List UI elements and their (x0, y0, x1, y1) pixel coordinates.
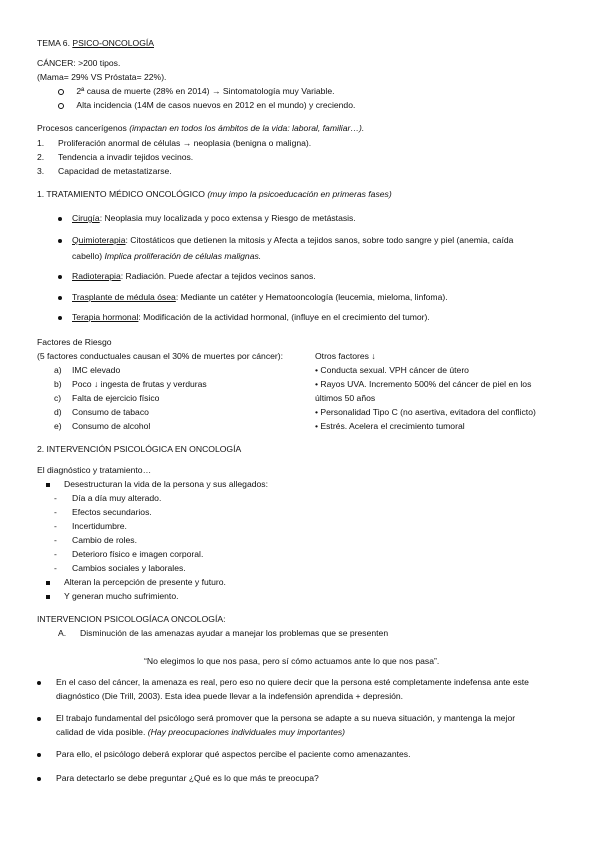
dash-icon: - (54, 535, 57, 545)
tratamiento-term: Cirugía (72, 213, 100, 223)
cancer-sub-item (58, 86, 335, 97)
bullet-icon (37, 681, 41, 685)
dash-text: Cambio de roles. (72, 535, 137, 545)
otros-item: • Estrés. Acelera el crecimiento tumoral (315, 421, 465, 431)
dash-icon: - (54, 493, 57, 503)
tratamiento-text: : Citostáticos que detienen la mitosis y Afecta a tejidos sanos, sobre todo sangre y piel (anemia, caída (125, 235, 514, 245)
tratamiento-text: cabello) (72, 251, 105, 261)
bullet-icon (58, 296, 62, 300)
dash-text: Cambios sociales y laborales. (72, 563, 186, 573)
otros-item-cont: últimos 50 años (315, 393, 376, 403)
intervencion-bullet (46, 479, 268, 490)
list-letter: e) (54, 421, 62, 431)
list-letter: A. (58, 628, 67, 638)
title-prefix: TEMA 6. (37, 38, 73, 48)
dash-item (54, 549, 203, 560)
paragraph-note: (Hay preocupaciones individuales muy importantes) (147, 727, 346, 737)
list-text: Capacidad de metastatizarse. (58, 166, 172, 176)
dash-icon: - (54, 507, 57, 517)
paragraph (37, 749, 410, 760)
dash-item (54, 563, 186, 574)
procesos-heading (37, 123, 364, 134)
tratamiento-item (58, 312, 430, 323)
dash-item (54, 507, 152, 518)
list-text: Proliferación anormal de células → neoplasia (benigna o maligna). (58, 138, 312, 148)
tratamiento-term: Trasplante de médula ósea (72, 292, 176, 302)
square-bullet-icon (46, 595, 50, 599)
tratamiento-term: Quimioterapia (72, 235, 126, 245)
tratamiento-item (58, 271, 316, 282)
bullet-icon (58, 217, 62, 221)
page-title (37, 38, 154, 49)
procesos-item (37, 152, 193, 163)
square-bullet-icon (46, 483, 50, 487)
tratamiento-heading (37, 189, 392, 200)
tratamiento-item (58, 235, 513, 246)
dash-text: Incertidumbre. (72, 521, 127, 531)
tratamiento-text: : Modificación de la actividad hormonal, (influye en el crecimiento del tumor). (138, 312, 430, 322)
list-number: 3. (37, 166, 45, 176)
list-number: 2. (37, 152, 45, 162)
factores-item (54, 379, 207, 390)
quote: “No elegimos lo que nos pasa, pero sí cómo actuamos ante lo que nos pasa”. (144, 656, 440, 666)
dash-text: Efectos secundarios. (72, 507, 152, 517)
bullet-text: Y generan mucho sufrimiento. (64, 591, 179, 601)
intervencion2-item-a (58, 628, 388, 639)
tratamiento-item (58, 292, 448, 303)
tratamiento-item (58, 213, 356, 224)
list-letter: c) (54, 393, 62, 403)
paragraph-text: calidad de vida posible. (56, 727, 148, 737)
bullet-text: Alteran la percepción de presente y futuro. (64, 577, 226, 587)
dash-item (54, 493, 161, 504)
bullet-icon (37, 753, 41, 757)
list-text: Consumo de alcohol (72, 421, 151, 431)
dash-icon: - (54, 549, 57, 559)
procesos-heading-text: Procesos cancerígenos (37, 123, 130, 133)
list-letter: a) (54, 365, 62, 375)
list-text: Disminución de las amenazas ayudar a manejar los problemas que se presenten (80, 628, 389, 638)
tratamiento-heading-note: (muy impo la psicoeducación en primeras fases) (207, 189, 392, 199)
intervencion2-heading: INTERVENCION PSICOLOGÍACA ONCOLOGÍA: (37, 614, 226, 624)
factores-subheading: (5 factores conductuales causan el 30% de muertes por cáncer): (37, 351, 284, 361)
factores-item (54, 393, 159, 404)
dash-item (54, 535, 137, 546)
paragraph-text: El trabajo fundamental del psicólogo será promover que la persona se adapte a su nueva situación, y mantenga la mejor (56, 713, 516, 723)
dash-text: Día a día muy alterado. (72, 493, 162, 503)
paragraph (37, 773, 319, 784)
procesos-item (37, 166, 172, 177)
procesos-heading-note: (impactan en todos los ámbitos de la vida: laboral, familiar…). (129, 123, 365, 133)
list-letter: d) (54, 407, 62, 417)
intervencion-intro: El diagnóstico y tratamiento… (37, 465, 152, 475)
factores-item (54, 407, 149, 418)
paragraph-text: Para ello, el psicólogo deberá explorar qué aspectos percibe el paciente como amenazantes. (56, 749, 411, 759)
dash-icon: - (54, 521, 57, 531)
bullet-icon (58, 316, 62, 320)
tratamiento-text: : Radiación. Puede afectar a tejidos vecinos sanos. (120, 271, 316, 281)
bullet-icon (37, 777, 41, 781)
tratamiento-term: Radioterapia (72, 271, 121, 281)
cancer-sub-text: 2ª causa de muerte (28% en 2014) → Sintomatología muy Variable. (76, 86, 335, 96)
factores-heading: Factores de Riesgo (37, 337, 112, 347)
intervencion-bullet (46, 591, 179, 602)
cancer-stats: (Mama= 29% VS Próstata= 22%). (37, 72, 167, 82)
list-letter: b) (54, 379, 62, 389)
list-text: Poco ↓ ingesta de frutas y verduras (72, 379, 207, 389)
paragraph (37, 713, 515, 724)
list-text: Falta de ejercicio físico (72, 393, 160, 403)
tratamiento-text: : Neoplasia muy localizada y poco extensa y Riesgo de metástasis. (99, 213, 356, 223)
title-topic: PSICO-ONCOLOGÍA (72, 38, 154, 48)
square-bullet-icon (46, 581, 50, 585)
intervencion-bullet (46, 577, 226, 588)
list-text: Consumo de tabaco (72, 407, 149, 417)
factores-item (54, 421, 150, 432)
dash-icon: - (54, 563, 57, 573)
paragraph-cont: diagnóstico (Die Trill, 2003). Esta idea puede llevar a la indefensión aprendida + depresión. (56, 691, 404, 701)
paragraph-text: Para detectarlo se debe preguntar ¿Qué es lo que más te preocupa? (56, 773, 319, 783)
intervencion-heading: 2. INTERVENCIÓN PSICOLÓGICA EN ONCOLOGÍA (37, 444, 242, 454)
tratamiento-heading-text: 1. TRATAMIENTO MÉDICO ONCOLÓGICO (37, 189, 208, 199)
tratamiento-item-cont (72, 251, 261, 262)
paragraph-text: En el caso del cáncer, la amenaza es real, pero eso no quiere decir que la persona esté completamente indefensa ante este (56, 677, 529, 687)
otros-item: • Conducta sexual. VPH cáncer de útero (315, 365, 469, 375)
bullet-icon (58, 239, 62, 243)
otros-item: • Rayos UVA. Incremento 500% del cáncer de piel en los (315, 379, 532, 389)
procesos-item (37, 138, 311, 149)
circle-bullet-icon (58, 89, 64, 95)
dash-item (54, 521, 127, 532)
circle-bullet-icon (58, 103, 64, 109)
bullet-icon (58, 275, 62, 279)
otros-item: • Personalidad Tipo C (no asertiva, evitadora del conflicto) (315, 407, 536, 417)
list-text: IMC elevado (72, 365, 121, 375)
tratamiento-note: Implica proliferación de células malignas. (104, 251, 262, 261)
bullet-icon (37, 717, 41, 721)
paragraph-cont (56, 727, 345, 738)
bullet-text: Desestructuran la vida de la persona y sus allegados: (64, 479, 268, 489)
factores-item (54, 365, 120, 376)
cancer-sub-item (58, 100, 355, 111)
list-text: Tendencia a invadir tejidos vecinos. (58, 152, 194, 162)
tratamiento-term: Terapia hormonal (72, 312, 139, 322)
tratamiento-text: : Mediante un catéter y Hematooncología (leucemia, mieloma, linfoma). (175, 292, 448, 302)
cancer-types: CÁNCER: >200 tipos. (37, 58, 121, 68)
paragraph (37, 677, 529, 688)
cancer-sub-text: Alta incidencia (14M de casos nuevos en 2012 en el mundo) y creciendo. (76, 100, 356, 110)
dash-text: Deterioro físico e imagen corporal. (72, 549, 204, 559)
list-number: 1. (37, 138, 45, 148)
otros-heading: Otros factores ↓ (315, 351, 376, 361)
